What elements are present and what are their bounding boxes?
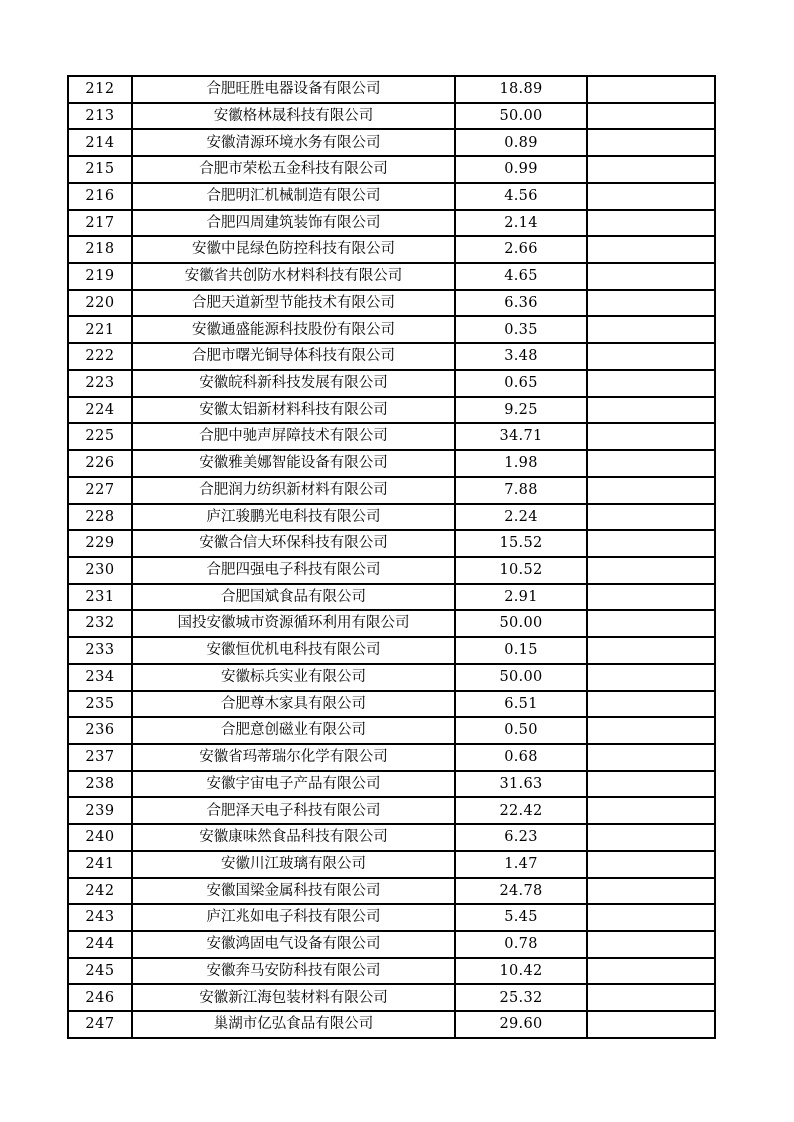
remark-cell: [587, 797, 715, 824]
row-number-cell: 229: [68, 530, 132, 557]
value-cell: 0.99: [455, 156, 587, 183]
company-name-cell: 合肥中驰声屏障技术有限公司: [132, 423, 455, 450]
company-name-cell: 合肥旺胜电器设备有限公司: [132, 76, 455, 103]
company-name-cell: 合肥意创磁业有限公司: [132, 717, 455, 744]
row-number-cell: 217: [68, 210, 132, 237]
row-number-cell: 226: [68, 450, 132, 477]
remark-cell: [587, 584, 715, 611]
value-cell: 10.42: [455, 958, 587, 985]
company-name-cell: 合肥天道新型节能技术有限公司: [132, 290, 455, 317]
table-row: [68, 397, 715, 424]
row-number-cell: 214: [68, 129, 132, 156]
table-row: [68, 1011, 715, 1038]
remark-cell: [587, 744, 715, 771]
row-number-cell: 246: [68, 984, 132, 1011]
table-row: [68, 183, 715, 210]
remark-cell: [587, 103, 715, 130]
value-cell: 34.71: [455, 423, 587, 450]
row-number-cell: 241: [68, 851, 132, 878]
table-row: [68, 103, 715, 130]
row-number-cell: 239: [68, 797, 132, 824]
table-row: [68, 637, 715, 664]
table-row: [68, 904, 715, 931]
value-cell: 24.78: [455, 878, 587, 905]
table-row: [68, 504, 715, 531]
remark-cell: [587, 477, 715, 504]
value-cell: 4.65: [455, 263, 587, 290]
row-number-cell: 227: [68, 477, 132, 504]
row-number-cell: 230: [68, 557, 132, 584]
row-number-cell: 224: [68, 397, 132, 424]
remark-cell: [587, 1011, 715, 1038]
company-name-cell: 安徽皖科新科技发展有限公司: [132, 370, 455, 397]
table-row: [68, 824, 715, 851]
company-name-cell: 庐江骏鹏光电科技有限公司: [132, 504, 455, 531]
company-name-cell: 安徽格林晟科技有限公司: [132, 103, 455, 130]
remark-cell: [587, 557, 715, 584]
value-cell: 3.48: [455, 343, 587, 370]
remark-cell: [587, 504, 715, 531]
row-number-cell: 240: [68, 824, 132, 851]
value-cell: 0.68: [455, 744, 587, 771]
table-row: [68, 664, 715, 691]
table-row: [68, 797, 715, 824]
table-row: [68, 370, 715, 397]
company-name-cell: 合肥市荣松五金科技有限公司: [132, 156, 455, 183]
company-name-cell: 安徽新江海包装材料有限公司: [132, 984, 455, 1011]
company-name-cell: 安徽省共创防水材料科技有限公司: [132, 263, 455, 290]
remark-cell: [587, 931, 715, 958]
remark-cell: [587, 183, 715, 210]
row-number-cell: 236: [68, 717, 132, 744]
company-name-cell: 安徽标兵实业有限公司: [132, 664, 455, 691]
row-number-cell: 238: [68, 771, 132, 798]
table-row: [68, 423, 715, 450]
value-cell: 9.25: [455, 397, 587, 424]
table-row: [68, 129, 715, 156]
row-number-cell: 216: [68, 183, 132, 210]
row-number-cell: 245: [68, 958, 132, 985]
table-row: [68, 958, 715, 985]
row-number-cell: 233: [68, 637, 132, 664]
value-cell: 0.65: [455, 370, 587, 397]
company-name-cell: 安徽宇宙电子产品有限公司: [132, 771, 455, 798]
row-number-cell: 247: [68, 1011, 132, 1038]
company-name-cell: 合肥尊木家具有限公司: [132, 691, 455, 718]
company-name-cell: 安徽省玛蒂瑞尔化学有限公司: [132, 744, 455, 771]
value-cell: 5.45: [455, 904, 587, 931]
value-cell: 2.24: [455, 504, 587, 531]
remark-cell: [587, 904, 715, 931]
remark-cell: [587, 664, 715, 691]
value-cell: 0.78: [455, 931, 587, 958]
value-cell: 2.14: [455, 210, 587, 237]
table-row: [68, 343, 715, 370]
row-number-cell: 221: [68, 316, 132, 343]
row-number-cell: 234: [68, 664, 132, 691]
value-cell: 2.66: [455, 236, 587, 263]
value-cell: 6.36: [455, 290, 587, 317]
row-number-cell: 225: [68, 423, 132, 450]
remark-cell: [587, 129, 715, 156]
remark-cell: [587, 824, 715, 851]
value-cell: 0.89: [455, 129, 587, 156]
value-cell: 0.50: [455, 717, 587, 744]
remark-cell: [587, 530, 715, 557]
value-cell: 31.63: [455, 771, 587, 798]
remark-cell: [587, 450, 715, 477]
remark-cell: [587, 851, 715, 878]
value-cell: 50.00: [455, 103, 587, 130]
company-name-cell: 安徽恒优机电科技有限公司: [132, 637, 455, 664]
value-cell: 4.56: [455, 183, 587, 210]
remark-cell: [587, 370, 715, 397]
remark-cell: [587, 236, 715, 263]
remark-cell: [587, 691, 715, 718]
remark-cell: [587, 717, 715, 744]
table-row: [68, 76, 715, 103]
company-name-cell: 巢湖市亿弘食品有限公司: [132, 1011, 455, 1038]
remark-cell: [587, 156, 715, 183]
value-cell: 50.00: [455, 610, 587, 637]
company-name-cell: 国投安徽城市资源循环利用有限公司: [132, 610, 455, 637]
row-number-cell: 244: [68, 931, 132, 958]
row-number-cell: 237: [68, 744, 132, 771]
row-number-cell: 235: [68, 691, 132, 718]
value-cell: 0.35: [455, 316, 587, 343]
value-cell: 18.89: [455, 76, 587, 103]
row-number-cell: 215: [68, 156, 132, 183]
row-number-cell: 231: [68, 584, 132, 611]
remark-cell: [587, 343, 715, 370]
row-number-cell: 212: [68, 76, 132, 103]
company-name-cell: 安徽国梁金属科技有限公司: [132, 878, 455, 905]
company-name-cell: 庐江兆如电子科技有限公司: [132, 904, 455, 931]
remark-cell: [587, 397, 715, 424]
company-name-cell: 合肥四周建筑装饰有限公司: [132, 210, 455, 237]
remark-cell: [587, 958, 715, 985]
table-row: [68, 691, 715, 718]
table-row: [68, 156, 715, 183]
table-row: [68, 263, 715, 290]
company-name-cell: 安徽通盛能源科技股份有限公司: [132, 316, 455, 343]
table-row: [68, 530, 715, 557]
company-name-cell: 安徽川江玻璃有限公司: [132, 851, 455, 878]
remark-cell: [587, 610, 715, 637]
table-row: [68, 477, 715, 504]
table-body: [68, 76, 715, 1038]
table-row: [68, 717, 715, 744]
company-name-cell: 安徽康味然食品科技有限公司: [132, 824, 455, 851]
value-cell: 10.52: [455, 557, 587, 584]
table-row: [68, 984, 715, 1011]
table-row: [68, 744, 715, 771]
table-row: [68, 771, 715, 798]
row-number-cell: 232: [68, 610, 132, 637]
table-row: [68, 584, 715, 611]
company-name-cell: 合肥四强电子科技有限公司: [132, 557, 455, 584]
value-cell: 1.47: [455, 851, 587, 878]
table-row: [68, 878, 715, 905]
company-name-cell: 安徽雅美娜智能设备有限公司: [132, 450, 455, 477]
company-name-cell: 合肥泽天电子科技有限公司: [132, 797, 455, 824]
value-cell: 22.42: [455, 797, 587, 824]
table-row: [68, 236, 715, 263]
row-number-cell: 243: [68, 904, 132, 931]
remark-cell: [587, 637, 715, 664]
remark-cell: [587, 984, 715, 1011]
remark-cell: [587, 76, 715, 103]
value-cell: 15.52: [455, 530, 587, 557]
row-number-cell: 228: [68, 504, 132, 531]
company-name-cell: 合肥明汇机械制造有限公司: [132, 183, 455, 210]
remark-cell: [587, 290, 715, 317]
company-name-cell: 安徽中昆绿色防控科技有限公司: [132, 236, 455, 263]
table-row: [68, 210, 715, 237]
remark-cell: [587, 210, 715, 237]
row-number-cell: 213: [68, 103, 132, 130]
value-cell: 6.23: [455, 824, 587, 851]
value-cell: 2.91: [455, 584, 587, 611]
table-row: [68, 610, 715, 637]
company-name-cell: 合肥市曙光铜导体科技有限公司: [132, 343, 455, 370]
company-name-cell: 合肥国斌食品有限公司: [132, 584, 455, 611]
value-cell: 0.15: [455, 637, 587, 664]
value-cell: 1.98: [455, 450, 587, 477]
company-name-cell: 安徽合信大环保科技有限公司: [132, 530, 455, 557]
value-cell: 50.00: [455, 664, 587, 691]
value-cell: 29.60: [455, 1011, 587, 1038]
company-name-cell: 合肥润力纺织新材料有限公司: [132, 477, 455, 504]
value-cell: 25.32: [455, 984, 587, 1011]
remark-cell: [587, 878, 715, 905]
company-name-cell: 安徽奔马安防科技有限公司: [132, 958, 455, 985]
value-cell: 7.88: [455, 477, 587, 504]
remark-cell: [587, 423, 715, 450]
row-number-cell: 223: [68, 370, 132, 397]
value-cell: 6.51: [455, 691, 587, 718]
company-name-cell: 安徽清源环境水务有限公司: [132, 129, 455, 156]
remark-cell: [587, 771, 715, 798]
company-name-cell: 安徽鸿固电气设备有限公司: [132, 931, 455, 958]
table-row: [68, 557, 715, 584]
row-number-cell: 220: [68, 290, 132, 317]
table-row: [68, 290, 715, 317]
remark-cell: [587, 316, 715, 343]
row-number-cell: 219: [68, 263, 132, 290]
company-value-table: [67, 75, 716, 1039]
table-row: [68, 316, 715, 343]
row-number-cell: 242: [68, 878, 132, 905]
remark-cell: [587, 263, 715, 290]
table-row: [68, 931, 715, 958]
row-number-cell: 218: [68, 236, 132, 263]
row-number-cell: 222: [68, 343, 132, 370]
table-row: [68, 851, 715, 878]
table-row: [68, 450, 715, 477]
company-name-cell: 安徽太铝新材料科技有限公司: [132, 397, 455, 424]
